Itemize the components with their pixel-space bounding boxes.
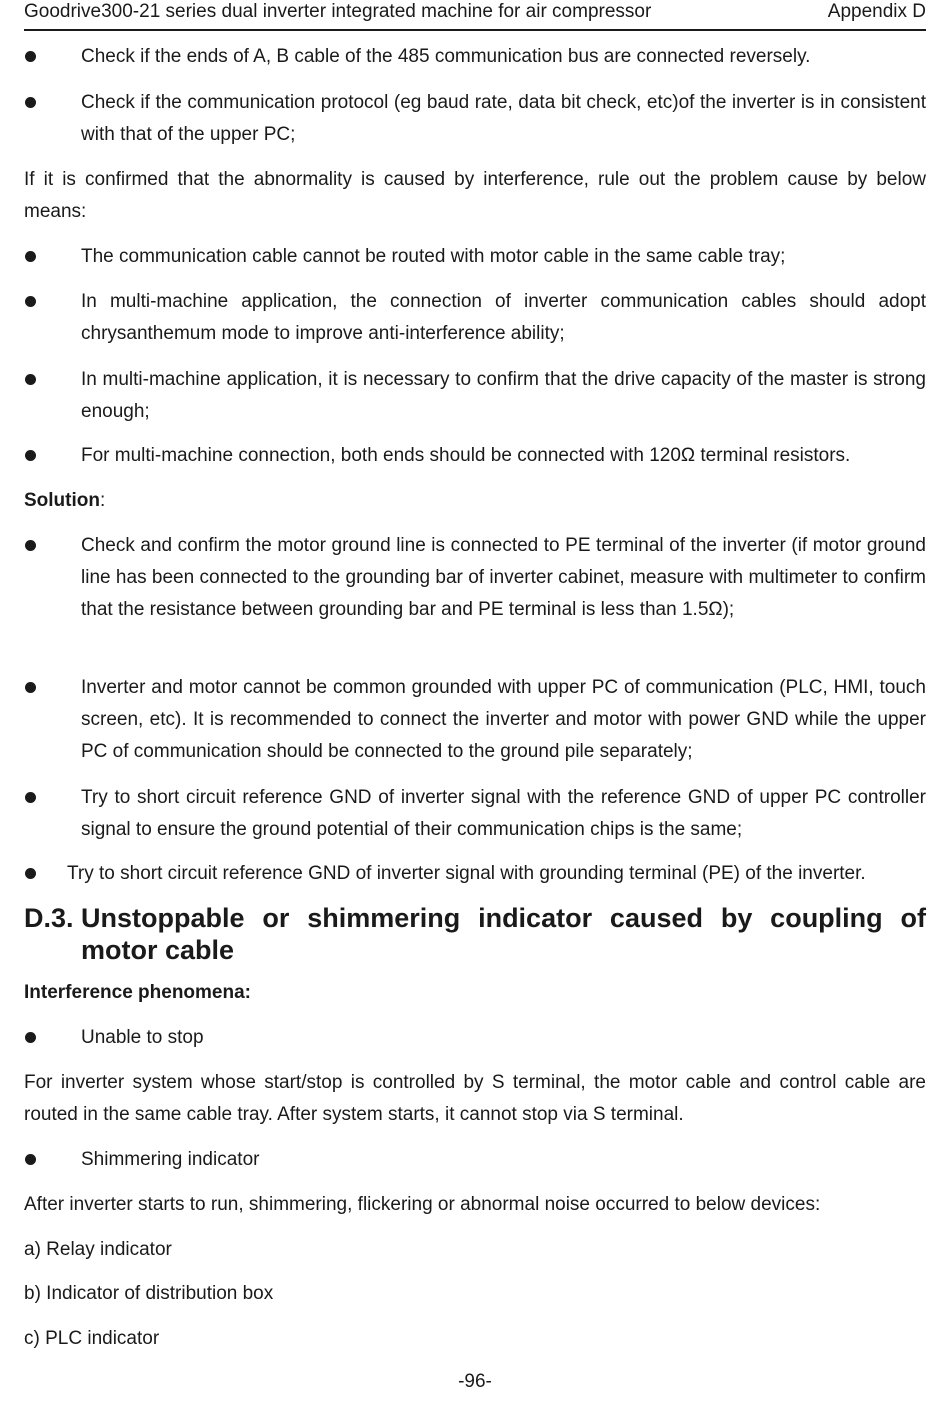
interference-intro: If it is confirmed that the abnormality is caused by interference, rule out the problem cause by below means: (24, 169, 926, 222)
list-item (24, 530, 926, 626)
bullet-icon (25, 251, 36, 262)
page-number: -96- (458, 1371, 492, 1392)
header-title: Goodrive300-21 series dual inverter integrated machine for air compressor (24, 1, 652, 22)
list-item-text: Check if the ends of A, B cable of the 485 communication bus are connected reversely. (81, 46, 811, 67)
list-item (24, 41, 926, 73)
solution-colon: : (99, 490, 106, 511)
list-item (24, 87, 926, 151)
section-heading (24, 902, 926, 966)
list-item-text: In multi-machine application, the connection of inverter communication cables should adopt chrysanthemum mode to improve anti-interference ability; (81, 291, 926, 344)
device-item: a) Relay indicator (24, 1239, 172, 1260)
bullet-icon (25, 792, 36, 803)
solution-heading (24, 485, 926, 517)
list-item (24, 440, 926, 472)
bullet-icon (25, 374, 36, 385)
section-number: D.3. (24, 903, 74, 933)
device-item: b) Indicator of distribution box (24, 1283, 274, 1304)
list-item-text: Unable to stop (81, 1027, 204, 1048)
list-item-text: Shimmering indicator (81, 1149, 260, 1170)
page-header (24, 0, 926, 31)
bullet-icon (25, 296, 36, 307)
list-item (24, 364, 926, 428)
list-item-text: Check and confirm the motor ground line is connected to PE terminal of the inverter (if motor ground line has been connected to the grounding bar of inverter cabinet, measure with multimeter to confirm that the resistance between grounding bar and PE terminal is less than 1.5Ω); (81, 535, 926, 620)
bullet-icon (25, 868, 36, 879)
section-title: Unstoppable or shimmering indicator caused by coupling of motor cable (81, 903, 926, 965)
list-item-text: In multi-machine application, it is necessary to confirm that the drive capacity of the master is strong enough; (81, 369, 926, 422)
bullet-icon (25, 1032, 36, 1043)
bullet-icon (25, 1154, 36, 1165)
shimmer-description: After inverter starts to run, shimmering, flickering or abnormal noise occurred to below devices: (24, 1194, 821, 1215)
list-item (24, 672, 926, 768)
list-item (24, 241, 926, 273)
device-item: c) PLC indicator (24, 1328, 160, 1349)
bullet-icon (25, 450, 36, 461)
list-item (24, 782, 926, 846)
bullet-icon (25, 540, 36, 551)
list-item-text: Try to short circuit reference GND of inverter signal with the reference GND of upper PC controller signal to ensure the ground potential of their communication chips is the same; (81, 787, 926, 840)
unable-description: For inverter system whose start/stop is controlled by S terminal, the motor cable and control cable are routed in the same cable tray. After system starts, it cannot stop via S terminal. (24, 1072, 926, 1125)
bullet-icon (25, 97, 36, 108)
bullet-icon (25, 682, 36, 693)
header-section: Appendix D (827, 1, 926, 22)
solution-label: Solution (24, 490, 100, 511)
list-item (24, 286, 926, 350)
list-item (24, 858, 926, 890)
list-item-text: Try to short circuit reference GND of inverter signal with grounding terminal (PE) of the inverter. (67, 863, 866, 884)
phenomena-label: Interference phenomena: (24, 982, 251, 1003)
list-item-text: Inverter and motor cannot be common grounded with upper PC of communication (PLC, HMI, touch screen, etc). It is recommended to connect the inverter and motor with power GND while the upper PC of communication should be connected to the ground pile separately; (81, 677, 926, 762)
list-item (24, 1144, 926, 1176)
list-item-text: The communication cable cannot be routed with motor cable in the same cable tray; (81, 246, 786, 267)
bullet-icon (25, 51, 36, 62)
list-item (24, 1022, 926, 1054)
list-item-text: For multi-machine connection, both ends should be connected with 120Ω terminal resistors. (81, 445, 851, 466)
list-item-text: Check if the communication protocol (eg baud rate, data bit check, etc)of the inverter is in consistent with that of the upper PC; (81, 92, 926, 145)
